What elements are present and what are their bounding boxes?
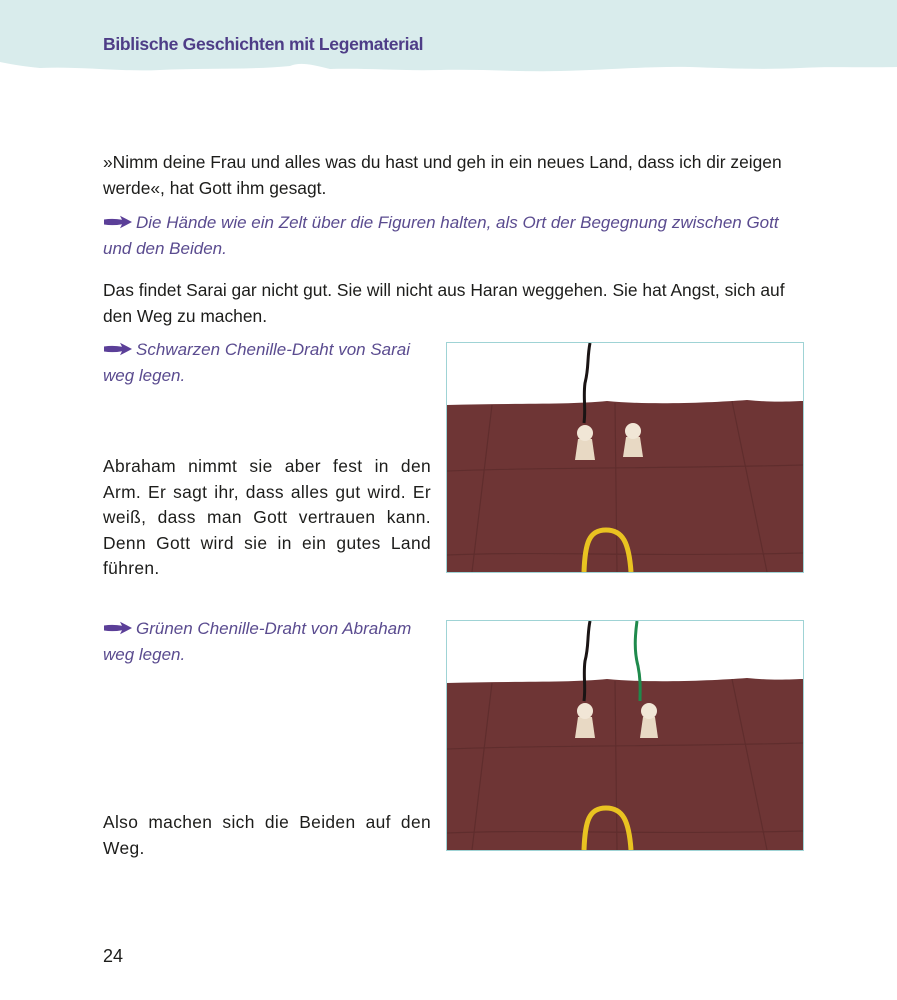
figure-sarai <box>575 703 595 738</box>
running-header-title: Biblische Geschichten mit Legematerial <box>103 34 424 54</box>
instruction-text: Die Hände wie ein Zelt über die Figuren halten, als Ort der Begegnung zwischen Gott und den Beiden. <box>103 213 779 258</box>
photo-figures-black-green-wire <box>446 620 804 851</box>
figure-sarai <box>575 425 595 460</box>
arrow-right-icon <box>103 338 133 352</box>
instruction-paragraph <box>103 337 433 389</box>
instruction-text: Schwarzen Chenille-Draht von Sarai weg legen. <box>103 340 411 385</box>
story-paragraph: Das findet Sarai gar nicht gut. Sie will nicht aus Haran weggehen. Sie hat Angst, sich auf den Weg zu machen. <box>103 280 785 326</box>
story-paragraph: Abraham nimmt sie aber fest in den Arm. Er sagt ihr, dass alles gut wird. Er weiß, dass man Gott vertrauen kann. Denn Gott wird sie in ein gutes Land führen. <box>103 456 431 578</box>
instruction-text: Grünen Chenille-Draht von Abraham weg legen. <box>103 619 412 664</box>
story-paragraph: Also machen sich die Beiden auf den Weg. <box>103 812 431 858</box>
story-paragraph: »Nimm deine Frau und alles was du hast und geh in ein neues Land, dass ich dir zeigen werde«, hat Gott ihm gesagt. <box>103 152 782 198</box>
instruction-paragraph <box>103 616 433 668</box>
arrow-right-icon <box>103 211 133 225</box>
figure-abraham <box>623 423 643 457</box>
photo-figures-black-wire <box>446 342 804 573</box>
instruction-paragraph <box>103 210 809 262</box>
figure-abraham <box>640 703 658 738</box>
page-number: 24 <box>103 946 124 966</box>
arrow-right-icon <box>103 617 133 631</box>
